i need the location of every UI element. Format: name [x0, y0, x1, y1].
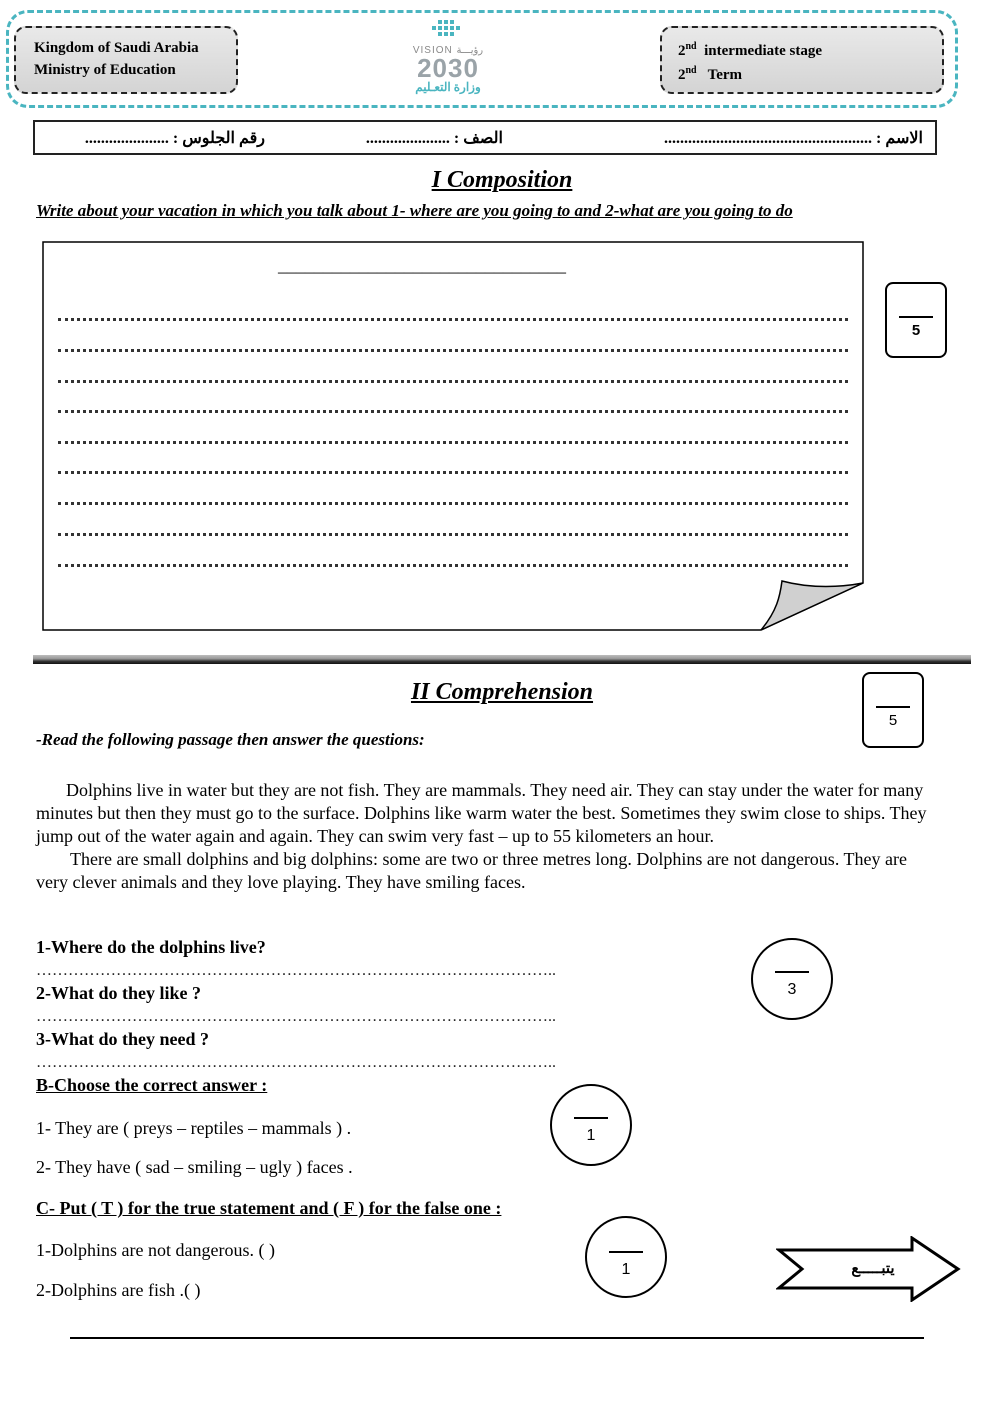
writing-line[interactable]	[58, 560, 848, 567]
continue-label: يتبـــــع	[851, 1261, 895, 1277]
class-field[interactable]: الصف : .....................	[365, 130, 503, 147]
question-2: 2-What do they like ?	[36, 983, 202, 1003]
score-line	[609, 1251, 643, 1253]
reading-passage	[36, 779, 936, 894]
reading-instruction: -Read the following passage then answer the questions:	[36, 730, 425, 749]
composition-writing-box[interactable]	[42, 241, 864, 631]
comprehension-score-box	[862, 672, 924, 748]
passage-paragraph-1: Dolphins live in water but they are not fish. They are mammals. They need air. They can stay under the water for many minutes but then they must go to the surface. Dolphins like warm water the best. Sometimes they swim close to ships. They jump out of the water again and again. They can swim very fast – up to 55 kilometers an hour.	[36, 780, 927, 846]
header-left-box	[14, 26, 238, 94]
comprehension-title: II Comprehension	[410, 679, 594, 705]
writing-line[interactable]	[58, 498, 848, 505]
answer-line-1[interactable]: ……………………………………………………………………………………..	[36, 962, 556, 979]
writing-line[interactable]	[58, 314, 848, 321]
score-line	[876, 706, 910, 708]
logo-year-text: 2030	[417, 53, 479, 83]
true-false-item-2[interactable]: 2-Dolphins are fish .( )	[36, 1280, 201, 1300]
name-field[interactable]: الاسم : ....................................................	[664, 130, 923, 147]
writing-line[interactable]	[58, 345, 848, 352]
choice-item-2[interactable]: 2- They have ( sad – smiling – ugly ) faces .	[36, 1157, 353, 1177]
seat-number-field[interactable]: رقم الجلوس : .....................	[84, 130, 265, 147]
section-b-score-value: 1	[586, 1127, 596, 1144]
section-c-score-value: 1	[621, 1261, 631, 1278]
score-line	[574, 1117, 608, 1119]
answer-line-2[interactable]: ……………………………………………………………………………………..	[36, 1008, 556, 1025]
section-b-title: B-Choose the correct answer :	[36, 1075, 268, 1095]
comprehension-score-value: 5	[888, 712, 898, 729]
logo-vision-text: VISION رؤيـــة	[412, 45, 484, 56]
writing-line[interactable]	[58, 376, 848, 383]
writing-line[interactable]	[58, 437, 848, 444]
question-3: 3-What do they need ?	[36, 1029, 210, 1049]
score-line	[775, 971, 809, 973]
ministry-label: Ministry of Education	[34, 62, 176, 78]
stage-label: 2nd intermediate stage	[678, 41, 823, 59]
composition-instruction: Write about your vacation in which you talk about 1- where are you going to and 2-what are you going to do	[36, 201, 793, 220]
vision-2030-logo	[398, 18, 498, 94]
country-label: Kingdom of Saudi Arabia	[34, 40, 199, 56]
composition-title-line[interactable]: ________________________________	[278, 255, 566, 275]
composition-score-value: 5	[911, 322, 921, 339]
section-separator	[33, 655, 971, 664]
logo-ministry-text: وزارة التعـليم	[415, 80, 481, 94]
question-1: 1-Where do the dolphins live?	[36, 937, 266, 957]
writing-line[interactable]	[58, 467, 848, 474]
student-info-bar	[33, 120, 937, 155]
logo-dots-icon	[418, 18, 478, 40]
answer-line-3[interactable]: ……………………………………………………………………………………..	[36, 1054, 556, 1071]
composition-title: I Composition	[431, 167, 573, 193]
bottom-divider	[70, 1337, 924, 1339]
choice-item-1[interactable]: 1- They are ( preys – reptiles – mammals ) .	[36, 1118, 352, 1138]
term-label: 2nd Term	[678, 65, 743, 83]
writing-line[interactable]	[58, 529, 848, 536]
section-b-score-circle	[550, 1084, 632, 1166]
score-line	[899, 316, 933, 318]
true-false-item-1[interactable]: 1-Dolphins are not dangerous. ( )	[36, 1240, 275, 1260]
section-c-title: C- Put ( T ) for the true statement and ( F ) for the false one :	[36, 1198, 502, 1218]
composition-score-box	[885, 282, 947, 358]
writing-line[interactable]	[58, 406, 848, 413]
questions-score-circle	[751, 938, 833, 1020]
questions-score-value: 3	[787, 981, 797, 998]
header-right-box	[660, 26, 944, 94]
passage-paragraph-2: There are small dolphins and big dolphins: some are two or three metres long. Dolphins are not dangerous. They are very clever animals and they love playing. They have smiling faces.	[36, 849, 907, 892]
section-c-score-circle	[585, 1216, 667, 1298]
